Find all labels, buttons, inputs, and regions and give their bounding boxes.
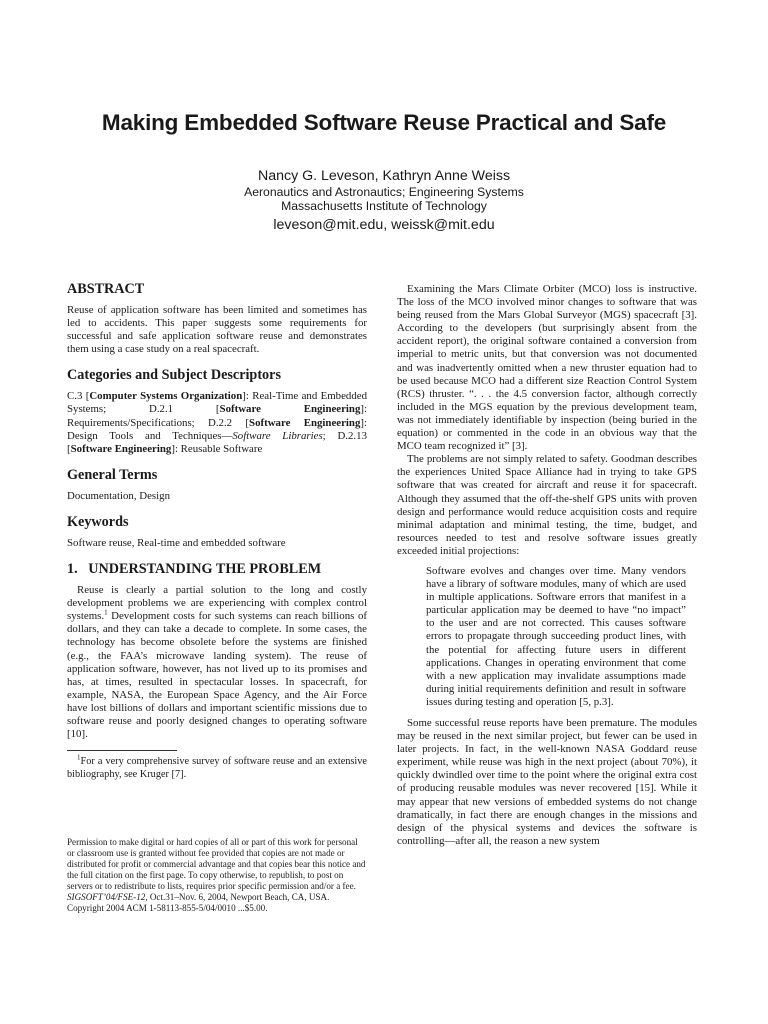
left-column [67, 281, 367, 781]
footnote: $^1$For a very comprehensive survey of software reuse and an extensive bibliography, see Kruger [7]. [67, 753, 367, 780]
right-paragraph-3: Some successful reuse reports have been premature. The modules may be reused in the next similar project, but fewer can be used in later projects. In fact, in the well-known NASA Goddard reuse experiment, while reuse was high in the next project (about 70%), it quickly dwindled over time to the point where the original extra cost of producing reusable modules was never recovered [15]. While it may appear that new versions of embedded systems do not change dramatically, in fact there are enough changes in the missions and design of the physical systems and devices the software is controlling—after all, the reason a new system [397, 717, 697, 847]
right-column [397, 283, 697, 848]
footnote-mark: 1 [77, 753, 81, 762]
affiliation-line-1: Aeronautics and Astronautics; Engineering Systems [244, 185, 524, 199]
affiliation-line-2: Massachusetts Institute of Technology [281, 199, 487, 213]
author-names: Nancy G. Leveson, Kathryn Anne Weiss [257, 168, 511, 184]
right-paragraph-1: Examining the Mars Climate Orbiter (MCO) loss is instructive. The loss of the MCO involved minor changes to software that was being reused from the Mars Global Surveyor (MGS) spacecraft [3]. According to the developers (but surprisingly absent from the accident report), the original software contained a conversion from imperial to metric units, but that conversion was not documented and was inadvertently omitted when a new thruster equation had to be used because MCO had a different size Reaction Control System (RCS) thruster. “. . . the 4.5 conversion factor, although correctly included in the MGS equation by the previous development team, was not immediately identifiable by inspection (being buried in the equation) or commented in the code in an obvious way that the MCO team recognized it” [3]. [397, 283, 697, 453]
general-terms-text: Documentation, Design [67, 489, 170, 502]
footnote-ref: 1 [104, 608, 108, 617]
section-1-paragraph: Reuse is clearly a partial solution to the long and costly development problems we are experiencing with complex control systems.$^1$ Development costs for such systems can reach billions of dollars, and they can take a decade to complete. In some cases, the technology has become obsolete before the systems are finished (e.g., the FAA’s microwave landing system). The reuse of application software, however, has not lived up to its promises and has, at times, resulted in spectacular losses. In spacecraft, for example, NASA, the European Space Agency, and the Air Force have lost billions of dollars and important scientific missions due to software reuse and poorly designed changes to operating software [10]. [67, 584, 367, 741]
right-paragraph-2: The problems are not simply related to safety. Goodman describes the experiences United Space Alliance had in trying to take GPS software that was created for aircraft and reuse it for spacecraft. Although they assumed that the off-the-shelf GPS units with proven design and performance would reduce acquisition costs and require minimal adaptation and minimal testing, the time, budget, and resources needed to test and resolve software issues greatly exceeded initial projections: [397, 453, 697, 557]
general-terms-heading: General Terms [67, 466, 158, 483]
permission-text: Permission to make digital or hard copies of all or part of this work for personal or classroom use is granted without fee provided that copies are not made or distributed for profit or commercial advantage and that copies bear this notice and the full citation on the first page. To copy otherwise, to republish, to post on servers or to redistribute to lists, requires prior specific permission and/or a fee. [67, 837, 366, 892]
author-block [0, 168, 768, 234]
author-emails: leveson@mit.edu, weissk@mit.edu [273, 217, 495, 233]
abstract-heading: ABSTRACT [67, 281, 145, 297]
keywords-heading: Keywords [67, 513, 129, 530]
block-quote [426, 565, 686, 709]
block-quote-text: Software evolves and changes over time. Many vendors have a library of software modules, many of which are used in multiple applications. Software errors that manifest in a particular application may be deemed to have “no impact” to the user and are not corrected. This causes software errors to propagate through succeeding product lines, with the potential for affecting future users in different applications. Changes in operating environment that come with a new application may invalidate assumptions made during initial requirements definition and result in software issues during testing and operation [5, p.3]. [426, 564, 686, 708]
categories-heading: Categories and Subject Descriptors [67, 367, 281, 384]
categories-text: C.3 [Computer Systems Organization]: Real-Time and Embedded Systems; D.2.1 [Software Engineering]: Requirements/Specifications; D.2.2 [Software Engineering]: Design Tools and Techniques—Software Libraries; D.2.13 [Software Engineering]: Reusable Software [67, 390, 367, 455]
copyright-line: Copyright 2004 ACM 1-58113-855-5/04/0010 ...$5.00. [67, 903, 268, 914]
abstract-text: Reuse of application software has been limited and sometimes has led to accidents. This paper suggests some requirements for successful and safe application software reuse and demonstrates them using a case study on a real spacecraft. [67, 304, 367, 356]
conference-line: SIGSOFT’04/FSE-12, Oct.31–Nov. 6, 2004, Newport Beach, CA, USA. [67, 892, 330, 903]
keywords-text: Software reuse, Real-time and embedded software [67, 536, 286, 549]
section-1-heading: 1. UNDERSTANDING THE PROBLEM [67, 561, 322, 578]
footnote-divider [67, 750, 177, 751]
permission-notice [67, 837, 367, 914]
paper-title: Making Embedded Software Reuse Practical and Safe [101, 110, 667, 135]
